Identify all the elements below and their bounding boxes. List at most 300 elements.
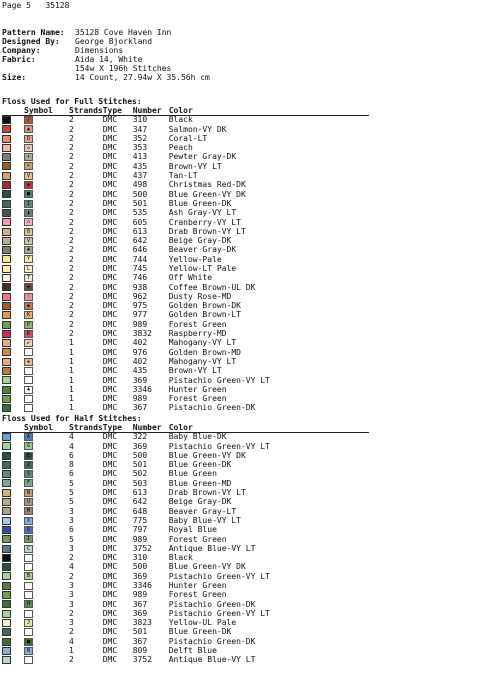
strands-cell: 2 <box>69 329 74 339</box>
stitch-symbol-icon: I <box>24 200 33 208</box>
strands-cell: 1 <box>69 338 74 348</box>
stitch-symbol-icon <box>24 610 33 618</box>
number-cell: 535 <box>132 208 148 218</box>
stitch-symbol-icon: ♣ <box>24 246 33 254</box>
color-name-cell: Ash Gray-VY LT <box>168 208 237 218</box>
number-cell: 3752 <box>132 543 152 553</box>
color-name-cell: Christmas Red-DK <box>168 180 246 190</box>
number-cell: 976 <box>132 347 148 357</box>
color-name-cell: Baby Blue-VY LT <box>168 515 241 525</box>
strands-cell: 2 <box>69 180 74 190</box>
type-cell: DMC <box>102 254 118 264</box>
table-row <box>2 433 369 443</box>
type-cell: DMC <box>102 488 118 498</box>
type-cell: DMC <box>102 497 118 507</box>
type-cell: DMC <box>102 226 118 236</box>
number-cell: 503 <box>132 478 148 488</box>
color-name-cell: Cranberry-VY LT <box>168 217 241 227</box>
meta-value: 14 Count, 27.94w X 35.56h cm <box>75 73 210 82</box>
strands-cell: 2 <box>69 208 74 218</box>
color-name-cell: Blue Green-DK <box>168 460 232 470</box>
stitch-symbol-icon: ❖ <box>24 358 33 366</box>
color-swatch <box>2 517 11 525</box>
number-cell: 3832 <box>132 329 152 339</box>
stitch-symbol-icon: D <box>24 135 33 143</box>
strands-cell: 2 <box>69 115 74 125</box>
strands-cell: 2 <box>69 236 74 246</box>
number-cell: 500 <box>132 450 148 460</box>
number-cell: 369 <box>132 441 148 451</box>
strands-cell: 4 <box>69 562 74 572</box>
table-row <box>2 209 369 218</box>
color-name-cell: Hunter Green <box>168 384 227 394</box>
meta-label <box>2 64 75 73</box>
type-cell: DMC <box>102 124 118 134</box>
table-header-row <box>2 106 369 116</box>
strands-cell: 2 <box>69 282 74 292</box>
page-label: Page 5 <box>2 1 31 10</box>
number-cell: 642 <box>132 236 148 246</box>
color-swatch <box>2 526 11 534</box>
color-name-cell: Pistachio Green-DK <box>168 403 256 413</box>
type-cell: DMC <box>102 543 118 553</box>
number-cell: 3823 <box>132 618 152 628</box>
stitch-symbol-icon: × <box>24 162 33 170</box>
type-cell: DMC <box>102 608 118 618</box>
color-swatch <box>2 572 11 580</box>
type-cell: DMC <box>102 478 118 488</box>
stitch-symbol-icon: E <box>24 452 33 460</box>
number-cell: 402 <box>132 338 148 348</box>
meta-row <box>2 73 210 82</box>
meta-row <box>2 28 210 37</box>
color-swatch <box>2 190 11 198</box>
type-cell: DMC <box>102 515 118 525</box>
stitch-symbol-icon: ▲ <box>24 125 33 133</box>
color-name-cell: Drab Brown-VY LT <box>168 226 246 236</box>
type-cell: DMC <box>102 338 118 348</box>
stitch-symbol-icon: ■ <box>24 190 33 198</box>
header-color: Color <box>169 106 369 116</box>
meta-label: Size: <box>2 73 27 82</box>
strands-cell: 1 <box>69 356 74 366</box>
type-cell: DMC <box>102 152 118 162</box>
number-cell: 501 <box>132 198 148 208</box>
type-cell: DMC <box>102 394 118 404</box>
number-cell: 613 <box>132 226 148 236</box>
color-name-cell: Blue Green-DK <box>168 198 232 208</box>
table-row <box>2 404 369 413</box>
color-name-cell: Pewter Gray-DK <box>168 152 237 162</box>
stitch-symbol-icon: I <box>24 535 33 543</box>
stitch-symbol-icon: C <box>24 545 33 553</box>
meta-value: Aida 14, White <box>75 55 143 64</box>
color-swatch <box>2 452 11 460</box>
color-swatch <box>2 237 11 245</box>
stitch-symbol-icon: ▪ <box>24 181 33 189</box>
strands-cell: 2 <box>69 301 74 311</box>
strands-cell: 2 <box>69 553 74 563</box>
stitch-symbol-icon: V <box>24 172 33 180</box>
type-cell: DMC <box>102 301 118 311</box>
color-swatch <box>2 563 11 571</box>
type-cell: DMC <box>102 189 118 199</box>
color-name-cell: Baby Blue-DK <box>168 432 227 442</box>
color-swatch <box>2 321 11 329</box>
color-name-cell: Beige Gray-DK <box>168 497 232 507</box>
strands-cell: 2 <box>69 198 74 208</box>
color-swatch <box>2 144 11 152</box>
stitch-symbol-icon: M <box>24 507 33 515</box>
stitch-symbol-icon: S <box>24 470 33 478</box>
type-cell: DMC <box>102 562 118 572</box>
number-cell: 775 <box>132 515 148 525</box>
strands-cell: 2 <box>69 291 74 301</box>
color-name-cell: Pistachio Green-VY LT <box>168 608 270 618</box>
color-name-cell: Forest Green <box>168 319 227 329</box>
strands-cell: 1 <box>69 347 74 357</box>
stitch-symbol-icon: B <box>24 572 33 580</box>
type-cell: DMC <box>102 432 118 442</box>
color-name-cell: Salmon-VY DK <box>168 124 227 134</box>
stitch-symbol-icon: F <box>24 479 33 487</box>
number-cell: 989 <box>132 590 148 600</box>
color-swatch <box>2 535 11 543</box>
strands-cell: 1 <box>69 646 74 656</box>
type-cell: DMC <box>102 366 118 376</box>
strands-cell: 2 <box>69 171 74 181</box>
strands-cell: 2 <box>69 189 74 199</box>
color-name-cell: Blue Green-VY DK <box>168 450 246 460</box>
color-swatch <box>2 404 11 412</box>
color-name-cell: Pistachio Green-VY LT <box>168 441 270 451</box>
number-cell: 3346 <box>132 384 152 394</box>
color-name-cell: Pistachio Green-DK <box>168 599 256 609</box>
strands-cell: 4 <box>69 441 74 451</box>
type-cell: DMC <box>102 525 118 535</box>
number-cell: 353 <box>132 143 148 153</box>
strands-cell: 5 <box>69 488 74 498</box>
number-cell: 745 <box>132 264 148 273</box>
number-cell: 613 <box>132 488 148 498</box>
strands-cell: 3 <box>69 515 74 525</box>
color-name-cell: Brown-VY LT <box>168 161 222 171</box>
number-cell: 502 <box>132 469 148 479</box>
stitch-symbol-icon: • <box>24 153 33 161</box>
number-cell: 989 <box>132 534 148 544</box>
type-cell: DMC <box>102 143 118 153</box>
type-cell: DMC <box>102 310 118 320</box>
stitch-symbol-icon: ✔ <box>24 339 33 347</box>
color-name-cell: Peach <box>168 143 193 153</box>
meta-label: Fabric: <box>2 55 36 64</box>
number-cell: 938 <box>132 282 148 292</box>
stitch-symbol-icon <box>24 367 33 375</box>
strands-cell: 2 <box>69 264 74 273</box>
color-name-cell: Yellow-Pale <box>168 254 222 264</box>
page-code: 35128 <box>45 1 70 10</box>
type-cell: DMC <box>102 553 118 563</box>
color-swatch <box>2 554 11 562</box>
stitch-symbol-icon: N <box>24 489 33 497</box>
number-cell: 746 <box>132 273 148 283</box>
color-name-cell: Antique Blue-VY LT <box>168 543 256 553</box>
type-cell: DMC <box>102 264 118 273</box>
stitch-symbol-icon: Q <box>24 526 33 534</box>
type-cell: DMC <box>102 506 118 516</box>
table-row <box>2 526 369 535</box>
stitch-symbol-icon <box>24 554 33 562</box>
color-name-cell: Forest Green <box>168 590 227 600</box>
stitch-symbol-icon: ▬ <box>24 283 33 291</box>
number-cell: 413 <box>132 152 148 162</box>
stitch-symbol-icon: N <box>24 647 33 655</box>
strands-cell: 2 <box>69 226 74 236</box>
color-swatch <box>2 172 11 180</box>
stitch-symbol-icon: 0 <box>24 228 33 236</box>
color-name-cell: Forest Green <box>168 534 227 544</box>
color-swatch <box>2 339 11 347</box>
color-name-cell: Beaver Gray-DK <box>168 245 237 255</box>
color-name-cell: Drab Brown-VY LT <box>168 488 246 498</box>
number-cell: 642 <box>132 497 148 507</box>
stitch-symbol-icon: P <box>24 321 33 329</box>
number-cell: 962 <box>132 291 148 301</box>
color-swatch <box>2 376 11 384</box>
stitch-symbol-icon <box>24 348 33 356</box>
strands-cell: 6 <box>69 469 74 479</box>
strands-cell: 2 <box>69 124 74 134</box>
strands-cell: 1 <box>69 375 74 385</box>
table-row <box>2 656 369 665</box>
color-swatch <box>2 302 11 310</box>
type-cell: DMC <box>102 347 118 357</box>
strands-cell: 2 <box>69 152 74 162</box>
meta-row <box>2 55 210 64</box>
color-swatch <box>2 125 11 133</box>
stitch-symbol-icon: ■ <box>24 638 33 646</box>
color-name-cell: Yellow-UL Pale <box>168 618 237 628</box>
type-cell: DMC <box>102 319 118 329</box>
meta-row <box>2 64 210 73</box>
color-swatch <box>2 638 11 646</box>
color-swatch <box>2 386 11 394</box>
type-cell: DMC <box>102 375 118 385</box>
stitch-symbol-icon: ⌂ <box>24 218 33 226</box>
color-name-cell: Golden Brown-LT <box>168 310 241 320</box>
color-swatch <box>2 293 11 301</box>
strands-cell: 1 <box>69 403 74 413</box>
number-cell: 977 <box>132 310 148 320</box>
color-swatch <box>2 591 11 599</box>
number-cell: 646 <box>132 245 148 255</box>
color-name-cell: Off White <box>168 273 213 283</box>
stitch-symbol-icon <box>24 404 33 412</box>
color-name-cell: Blue Green-MD <box>168 478 232 488</box>
color-swatch <box>2 228 11 236</box>
color-swatch <box>2 489 11 497</box>
type-cell: DMC <box>102 198 118 208</box>
header-type: Type <box>103 106 125 116</box>
meta-value: 154w X 196h Stitches <box>75 64 172 73</box>
color-name-cell: Mahogany-VY LT <box>168 338 237 348</box>
color-name-cell: Pistachio Green-VY LT <box>168 571 270 581</box>
strands-cell: 2 <box>69 627 74 637</box>
type-cell: DMC <box>102 590 118 600</box>
number-cell: 989 <box>132 319 148 329</box>
meta-row <box>2 46 210 55</box>
meta-label: Company: <box>2 46 41 55</box>
stitch-symbol-icon: V <box>24 237 33 245</box>
type-cell: DMC <box>102 403 118 413</box>
stitch-symbol-icon: ◆ <box>24 302 33 310</box>
table-row <box>2 498 369 507</box>
color-swatch <box>2 610 11 618</box>
stitch-symbol-icon: Y <box>24 255 33 263</box>
color-swatch <box>2 348 11 356</box>
color-swatch <box>2 209 11 217</box>
table-header-row <box>2 423 369 433</box>
color-name-cell: Blue Green-DK <box>168 627 232 637</box>
color-name-cell: Forest Green <box>168 394 227 404</box>
number-cell: 501 <box>132 627 148 637</box>
stitch-symbol-icon: T <box>24 274 33 282</box>
number-cell: 310 <box>132 553 148 563</box>
number-cell: 435 <box>132 161 148 171</box>
strands-cell: 2 <box>69 217 74 227</box>
color-swatch <box>2 181 11 189</box>
pattern-info <box>2 28 210 82</box>
color-name-cell: Blue Green <box>168 469 217 479</box>
color-name-cell: Pistachio Green-VY LT <box>168 375 270 385</box>
stitch-symbol-icon: Z <box>24 461 33 469</box>
table-row <box>2 591 369 600</box>
stitch-symbol-icon <box>24 628 33 636</box>
stitch-symbol-icon: K <box>24 311 33 319</box>
number-cell: 498 <box>132 180 148 190</box>
header-strands: Strands <box>60 106 103 116</box>
color-swatch <box>2 311 11 319</box>
meta-label: Pattern Name: <box>2 28 65 37</box>
number-cell: 989 <box>132 394 148 404</box>
color-swatch <box>2 358 11 366</box>
color-name-cell: Tan-LT <box>168 171 198 181</box>
color-swatch <box>2 619 11 627</box>
stitch-symbol-icon: J <box>24 619 33 627</box>
number-cell: 367 <box>132 636 148 646</box>
type-cell: DMC <box>102 460 118 470</box>
type-cell: DMC <box>102 356 118 366</box>
stitch-symbol-icon <box>24 582 33 590</box>
number-cell: 347 <box>132 124 148 134</box>
color-swatch <box>2 153 11 161</box>
number-cell: 501 <box>132 460 148 470</box>
strands-cell: 6 <box>69 525 74 535</box>
stitch-symbol-icon: ♡ <box>24 293 33 301</box>
type-cell: DMC <box>102 329 118 339</box>
number-cell: 500 <box>132 189 148 199</box>
number-cell: 648 <box>132 506 148 516</box>
stitch-symbol-icon: G <box>24 442 33 450</box>
meta-row <box>2 37 210 46</box>
type-cell: DMC <box>102 636 118 646</box>
type-cell: DMC <box>102 171 118 181</box>
color-swatch <box>2 461 11 469</box>
number-cell: 310 <box>132 115 148 125</box>
number-cell: 809 <box>132 646 148 656</box>
stitch-symbol-icon: A <box>24 433 33 441</box>
color-swatch <box>2 656 11 664</box>
type-cell: DMC <box>102 450 118 460</box>
color-name-cell: Coffee Brown-UL DK <box>168 282 256 292</box>
color-swatch <box>2 255 11 263</box>
number-cell: 3752 <box>132 655 152 665</box>
header-symbol: Symbol <box>13 423 60 433</box>
strands-cell: 2 <box>69 608 74 618</box>
color-name-cell: Yellow-LT Pale <box>168 264 237 273</box>
stitch-symbol-icon <box>24 563 33 571</box>
type-cell: DMC <box>102 469 118 479</box>
color-name-cell: Blue Green-VY DK <box>168 189 246 199</box>
table-row <box>2 116 369 126</box>
strands-cell: 1 <box>69 394 74 404</box>
color-swatch <box>2 162 11 170</box>
table-row <box>2 274 369 283</box>
number-cell: 352 <box>132 133 148 143</box>
strands-cell: 5 <box>69 478 74 488</box>
number-cell: 500 <box>132 562 148 572</box>
color-name-cell: Beige Gray-DK <box>168 236 232 246</box>
strands-cell: 1 <box>69 366 74 376</box>
color-name-cell: Delft Blue <box>168 646 217 656</box>
color-name-cell: Beaver Gray-LT <box>168 506 237 516</box>
number-cell: 369 <box>132 375 148 385</box>
type-cell: DMC <box>102 133 118 143</box>
strands-cell: 3 <box>69 618 74 628</box>
type-cell: DMC <box>102 646 118 656</box>
type-cell: DMC <box>102 571 118 581</box>
full-stitches-table <box>2 106 369 414</box>
stitch-symbol-icon: H <box>24 600 33 608</box>
type-cell: DMC <box>102 599 118 609</box>
type-cell: DMC <box>102 581 118 590</box>
stitch-symbol-icon: / <box>24 116 33 124</box>
stitch-symbol-icon <box>24 591 33 599</box>
strands-cell: 3 <box>69 590 74 600</box>
type-cell: DMC <box>102 217 118 227</box>
stitch-symbol-icon <box>24 376 33 384</box>
number-cell: 367 <box>132 403 148 413</box>
color-swatch <box>2 433 11 441</box>
type-cell: DMC <box>102 627 118 637</box>
color-swatch <box>2 647 11 655</box>
number-cell: 744 <box>132 254 148 264</box>
header-symbol: Symbol <box>13 106 60 116</box>
color-swatch <box>2 330 11 338</box>
color-name-cell: Golden Brown-MD <box>168 347 241 357</box>
color-swatch <box>2 479 11 487</box>
color-swatch <box>2 628 11 636</box>
header-type: Type <box>103 423 125 433</box>
strands-cell: 2 <box>69 319 74 329</box>
stitch-symbol-icon: X <box>24 517 33 525</box>
number-cell: 605 <box>132 217 148 227</box>
strands-cell: 2 <box>69 571 74 581</box>
type-cell: DMC <box>102 618 118 628</box>
strands-cell: 3 <box>69 543 74 553</box>
color-swatch <box>2 545 11 553</box>
color-name-cell: Golden Brown-DK <box>168 301 241 311</box>
